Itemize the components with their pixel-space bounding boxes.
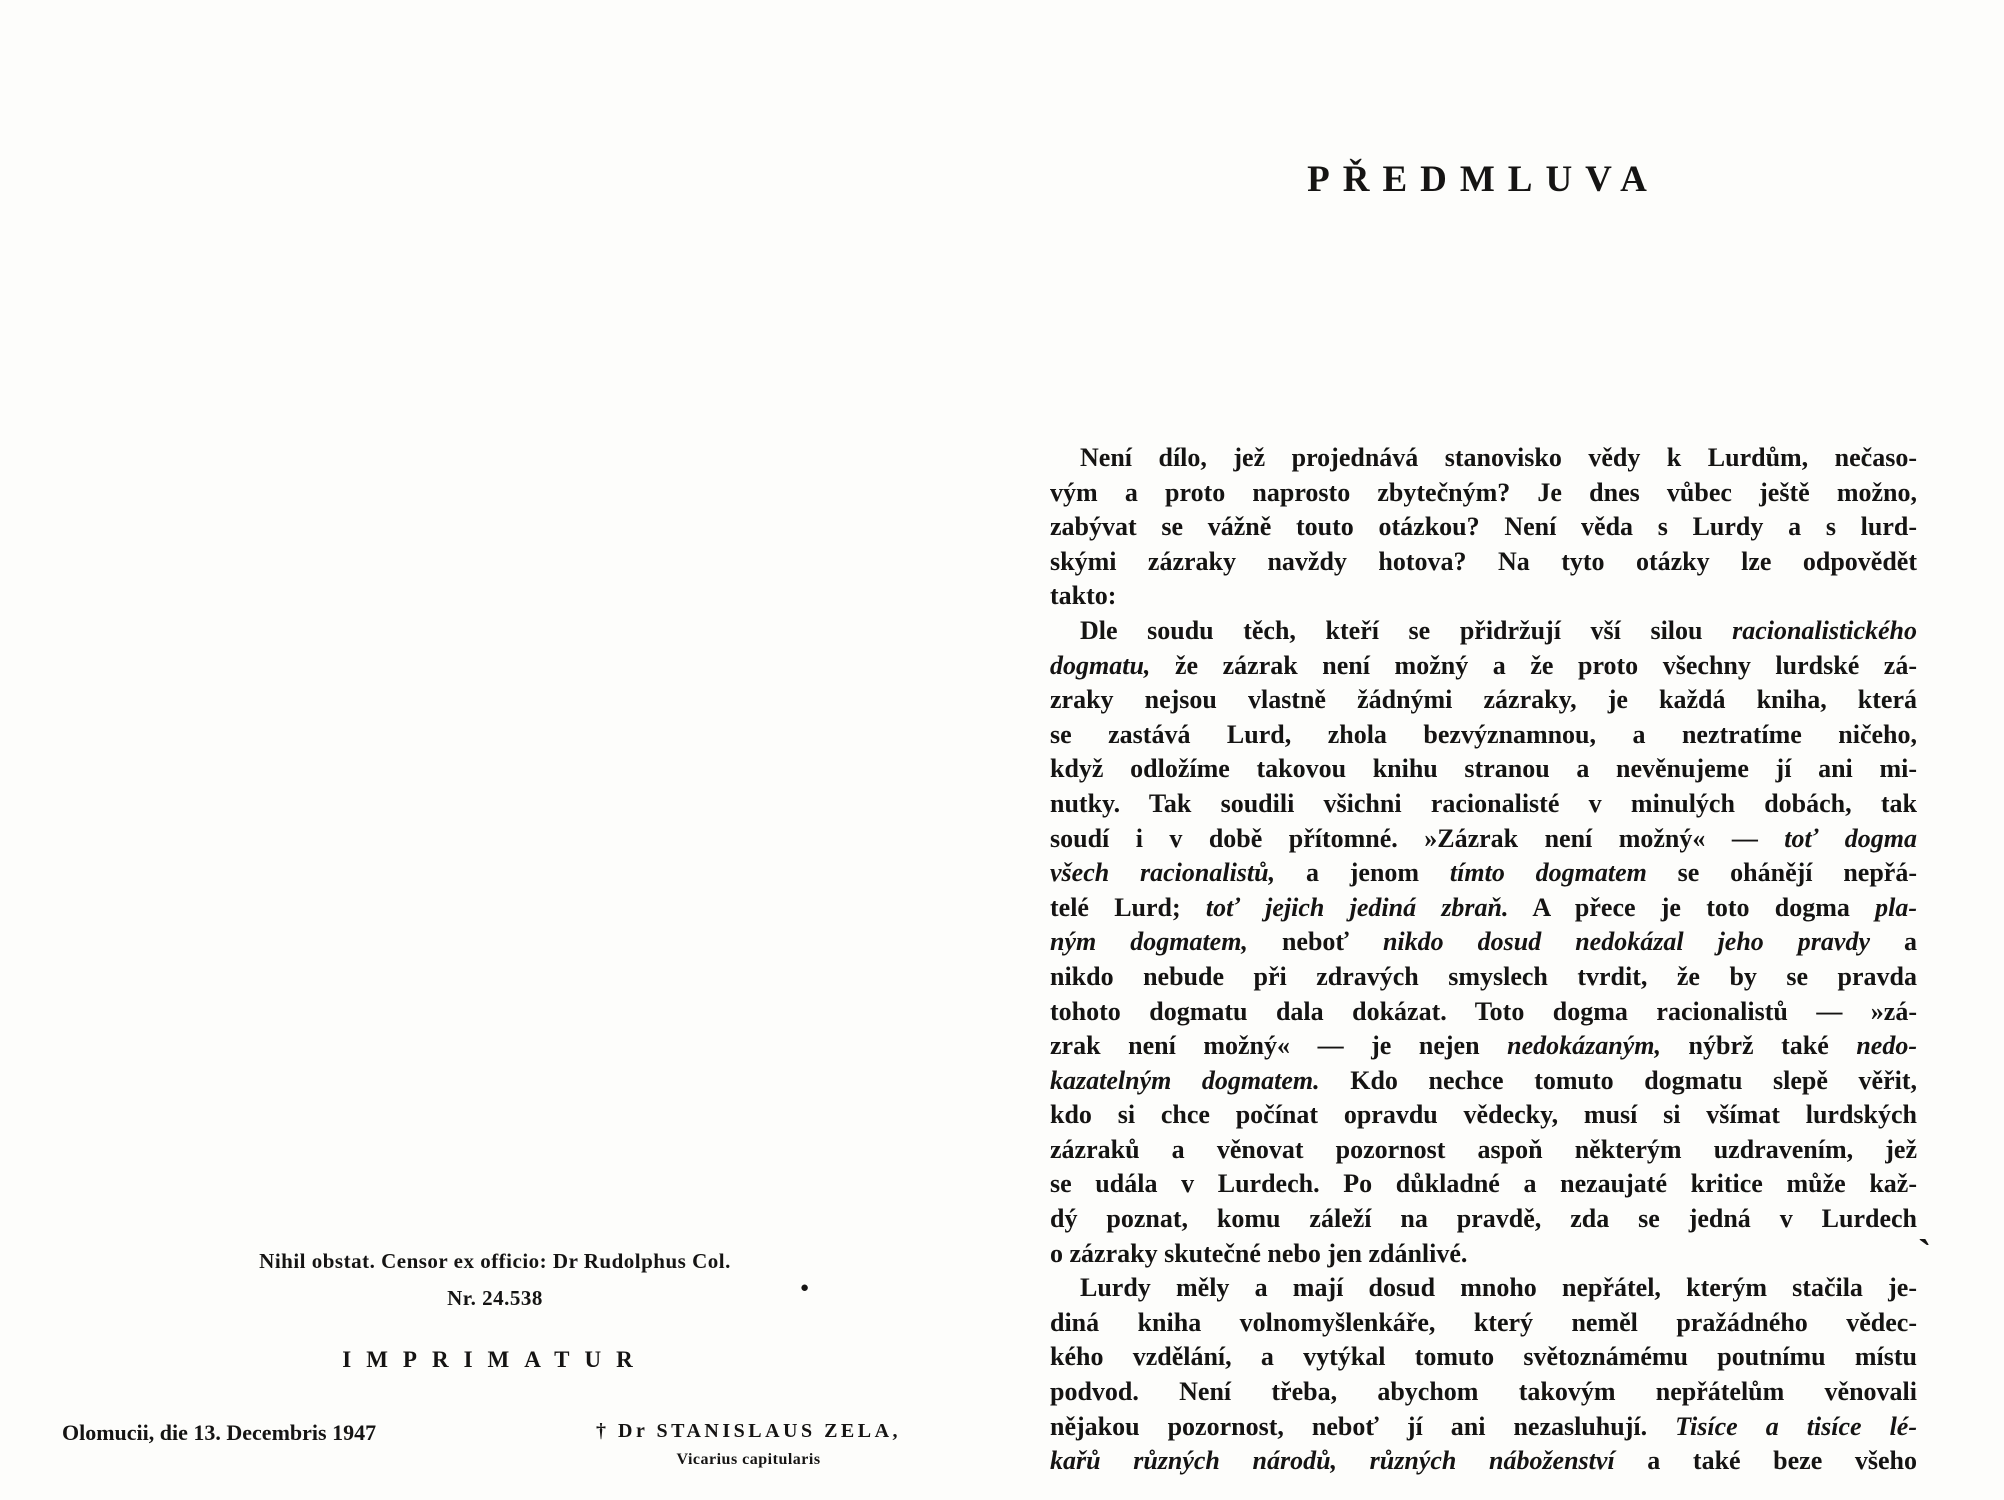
signature-title: Vicarius capitularis [676,1451,821,1468]
imprint-block [150,1243,840,1317]
text-line: ným dogmatem, neboť nikdo dosud nedokázal jeho pravdy a [1050,927,1917,957]
signature-block [596,1420,901,1469]
text-line: nějakou pozornost, neboť jí ani nezasluhují. Tisíce a tisíce lé- [1050,1411,1917,1441]
text-line: dogmatu, že zázrak není možný a že proto všechny lurdské zá- [1050,650,1917,680]
text-line: kého vzdělání, a vytýkal tomuto světoznámému poutnímu místu [1050,1342,1917,1372]
text-line: nutky. Tak soudili všichni racionalisté v minulých dobách, tak [1050,788,1917,818]
text-line: zraky nejsou vlastně žádnými zázraky, je každá kniha, která [1050,685,1917,715]
text-line: se udála v Lurdech. Po důkladné a nezaujaté kritice může kaž- [1050,1169,1917,1199]
text-line: Lurdy měly a mají dosud mnoho nepřátel, kterým stačila je- [1080,1273,1917,1303]
text-line: podvod. Není třeba, abychom takovým nepřátelům věnovali [1050,1377,1917,1407]
text-line: Není dílo, jež projednává stanovisko vědy k Lurdům, nečaso- [1080,443,1917,472]
text-line: vým a proto naprosto zbytečným? Je dnes vůbec ještě možno, [1050,477,1917,507]
text-line: telé Lurd; toť jejich jediná zbraň. A přece je toto dogma pla- [1050,892,1917,922]
text-line: zabývat se vážně touto otázkou? Není věda s Lurdy a s lurd- [1050,512,1917,542]
text-line: dý poznat, komu záleží na pravdě, zda se jedná v Lurdech [1050,1204,1917,1234]
text-line: kdo si chce počínat opravdu vědecky, musí si všímat lurdských [1050,1100,1917,1130]
text-line: tohoto dogmatu dala dokázat. Toto dogma racionalistů — »zá- [1050,996,1917,1026]
text-line: zrak není možný« — je nejen nedokázaným, nýbrž také nedo- [1050,1031,1917,1061]
signature-name: † Dr STANISLAUS ZELA, [596,1420,902,1442]
imprimatur-heading: IMPRIMATUR [342,1347,648,1372]
censor-number: Nr. 24.538 [447,1286,543,1310]
text-line: když odložíme takovou knihu stranou a nevěnujeme jí ani mi- [1050,754,1917,784]
text-line: takto: [1050,581,1117,611]
text-line: soudí i v době přítomné. »Zázrak není možný« — toť dogma [1050,823,1917,853]
preface-text [1050,441,1917,1479]
text-line: nikdo nebude při zdravých smyslech tvrdit, že by se pravda [1050,961,1917,991]
text-line: se zastává Lurd, zhola bezvýznamnou, a neztratíme ničeho, [1050,719,1917,749]
text-line: diná kniha volnomyšlenkáře, který neměl pražádného vědec- [1050,1307,1917,1337]
text-line: všech racionalistů, a jenom tímto dogmatem se ohánějí nepřá- [1050,858,1917,888]
bullet-mark: ● [800,1280,810,1296]
text-line: Dle soudu těch, kteří se přidržují vší silou racionalistického [1080,615,1917,645]
text-line: o zázraky skutečné nebo jen zdánlivé. [1050,1238,1468,1268]
page-title: PŘEDMLUVA [1307,159,1660,200]
nihil-obstat-line: Nihil obstat. Censor ex officio: Dr Rudolphus Col. [259,1249,731,1273]
text-line: kařů různých národů, různých náboženství a také beze všeho [1050,1446,1917,1476]
stray-mark: ` [1918,1231,1932,1276]
text-line: skými zázraky navždy hotova? Na tyto otázky lze odpovědět [1050,546,1917,576]
place-date-line: Olomucii, die 13. Decembris 1947 [62,1420,377,1445]
text-line: zázraků a věnovat pozornost aspoň některým uzdravením, jež [1050,1134,1917,1164]
text-line: kazatelným dogmatem. Kdo nechce tomuto dogmatu slepě věřit, [1050,1065,1917,1095]
